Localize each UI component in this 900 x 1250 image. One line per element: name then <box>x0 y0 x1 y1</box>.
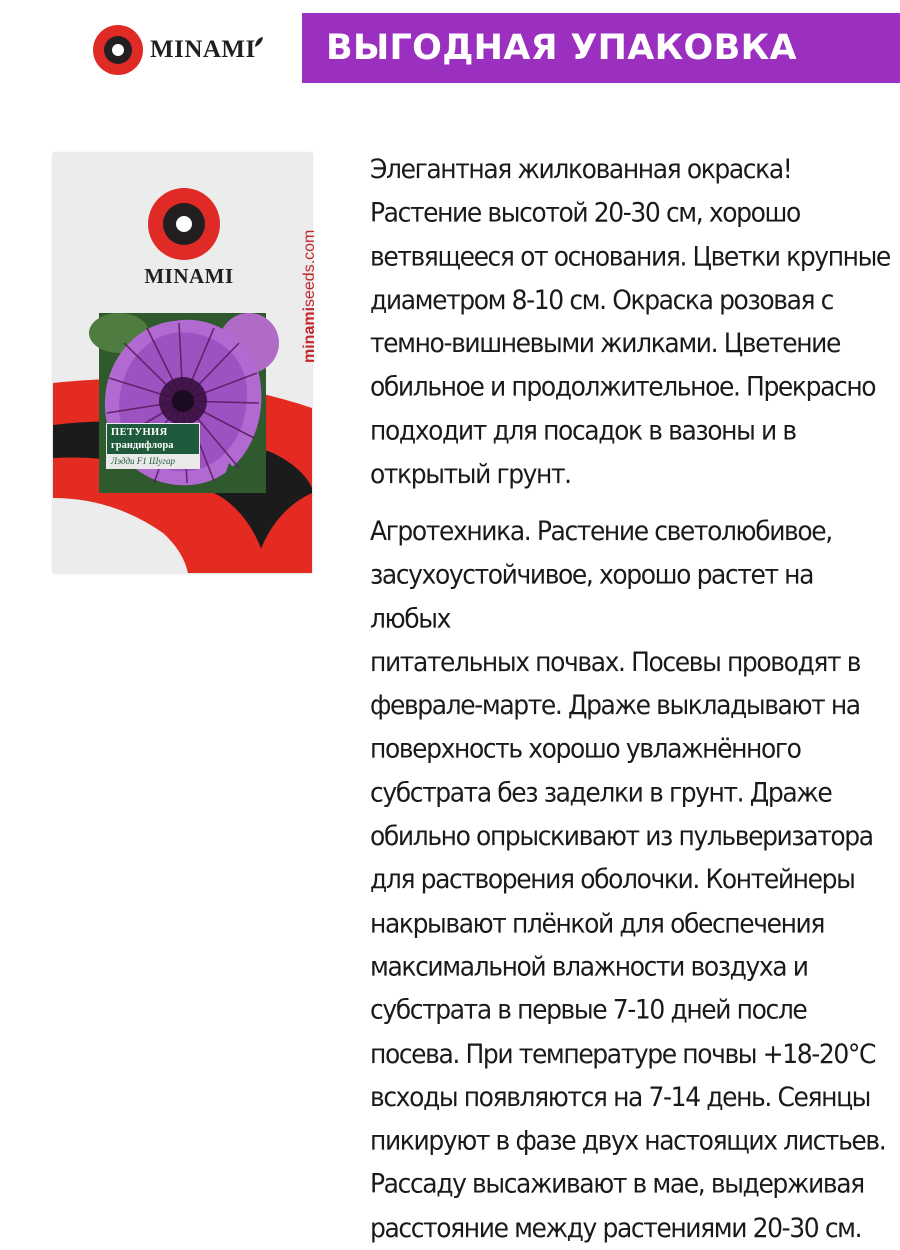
minami-logo-icon <box>92 24 144 76</box>
leaf-icon <box>254 36 264 48</box>
header-logo <box>92 24 264 76</box>
packet-logo-icon <box>147 187 221 261</box>
agrotechnics-text: Агротехника. Растение светолюбивое, засухоустойчивое, хорошо растет на любых питательных почвах. Посевы проводят в феврале-марте. Драже выкладывают на поверхность хорошо увлажнённого субстрата без заделки в грунт. Драже обильно опрыскивают из пульверизатора для растворения оболочки. Контейнеры накрывают плёнкой для обеспечения максимальной влажности воздуха и субстрата в первые 7-10 дней после посева. При температуре почвы +18-20°C всходы появляются на 7-14 день. Сеянцы пикируют в фазе двух настоящих листьев. Рассаду высаживают в мае, выдерживая расстояние между растениями 20-30 см. <box>370 515 886 1244</box>
variety-name: ПЕТУНИЯ <box>111 427 168 438</box>
website-rest: seeds.com <box>301 229 318 307</box>
promo-banner: ВЫГОДНАЯ УПАКОВКА <box>302 13 900 83</box>
petunia-photo <box>99 313 266 493</box>
variety-label <box>106 423 200 469</box>
header-brand-name: MINAMI <box>150 36 256 63</box>
packet-brand-name: MINAMI <box>144 264 234 288</box>
packet-website <box>301 230 319 363</box>
website-bold: minami <box>301 306 318 363</box>
seed-packet-image <box>53 153 318 573</box>
product-description: Элегантная жилкованная окраска! Растение высотой 20-30 см, хорошо ветвящееся от основания. Цветки крупные диаметром 8-10 см. Окраска розовая с темно-вишневыми жилками. Цветение обильное и продолжительное. Прекрасно подходит для посадок в вазоны и в открытый грунт. <box>370 153 890 490</box>
variety-cultivar: Лэдди F1 Шугар <box>107 454 199 468</box>
variety-type: грандифлора <box>111 440 174 451</box>
